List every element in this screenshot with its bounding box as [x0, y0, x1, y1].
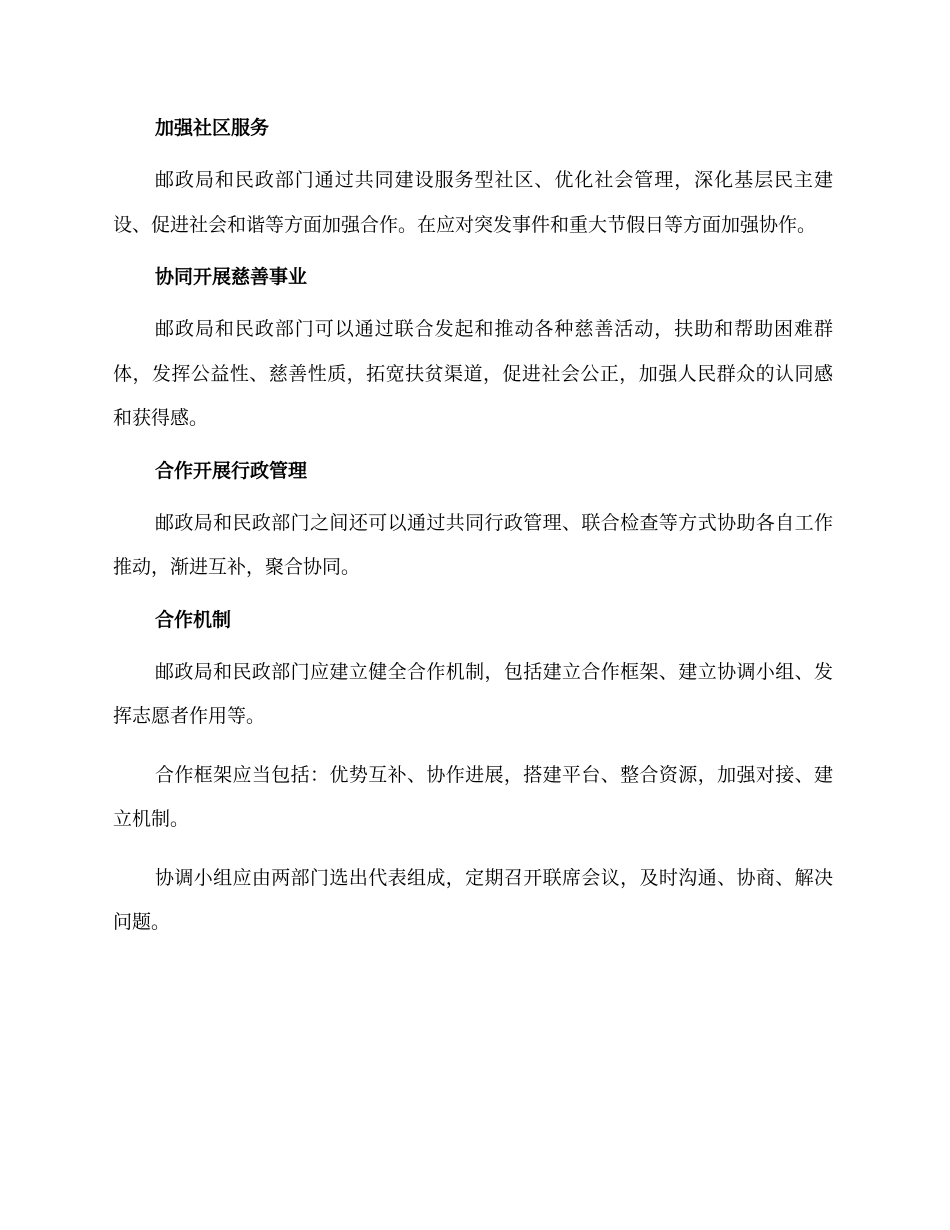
spacer	[113, 294, 833, 307]
spacer	[113, 637, 833, 650]
section-paragraph: 邮政局和民政部门通过共同建设服务型社区、优化社会管理，深化基层民主建设、促进社会和谐等方面加强合作。在应对突发事件和重大节假日等方面加强协作。	[113, 169, 833, 236]
spacer	[113, 145, 833, 158]
section-paragraph: 合作框架应当包括：优势互补、协作进展，搭建平台、整合资源，加强对接、建立机制。	[113, 763, 833, 830]
spacer	[113, 441, 833, 455]
spacer	[113, 247, 833, 261]
section-paragraph: 邮政局和民政部门可以通过联合发起和推动各种慈善活动，扶助和帮助困难群体，发挥公益性、慈善性质，拓宽扶贫渠道，促进社会公正，加强人民群众的认同感和获得感。	[113, 318, 833, 429]
section-paragraph: 邮政局和民政部门应建立健全合作机制，包括建立合作框架、建立协调小组、发挥志愿者作用等。	[113, 660, 833, 727]
spacer	[113, 739, 833, 753]
section-heading-community-service: 加强社区服务	[155, 117, 270, 139]
spacer	[113, 842, 833, 856]
spacer	[113, 488, 833, 501]
section-heading-mechanism: 合作机制	[155, 608, 232, 631]
document-body	[113, 112, 833, 945]
section-heading-administration: 合作开展行政管理	[155, 459, 308, 482]
section-paragraph: 邮政局和民政部门之间还可以通过共同行政管理、联合检查等方式协助各自工作推动，渐进互补，聚合协同。	[113, 511, 833, 578]
section-paragraph: 协调小组应由两部门选出代表组成，定期召开联席会议，及时沟通、协商、解决问题。	[113, 866, 833, 933]
section-heading-charity: 协同开展慈善事业	[155, 266, 308, 288]
spacer	[113, 590, 833, 604]
